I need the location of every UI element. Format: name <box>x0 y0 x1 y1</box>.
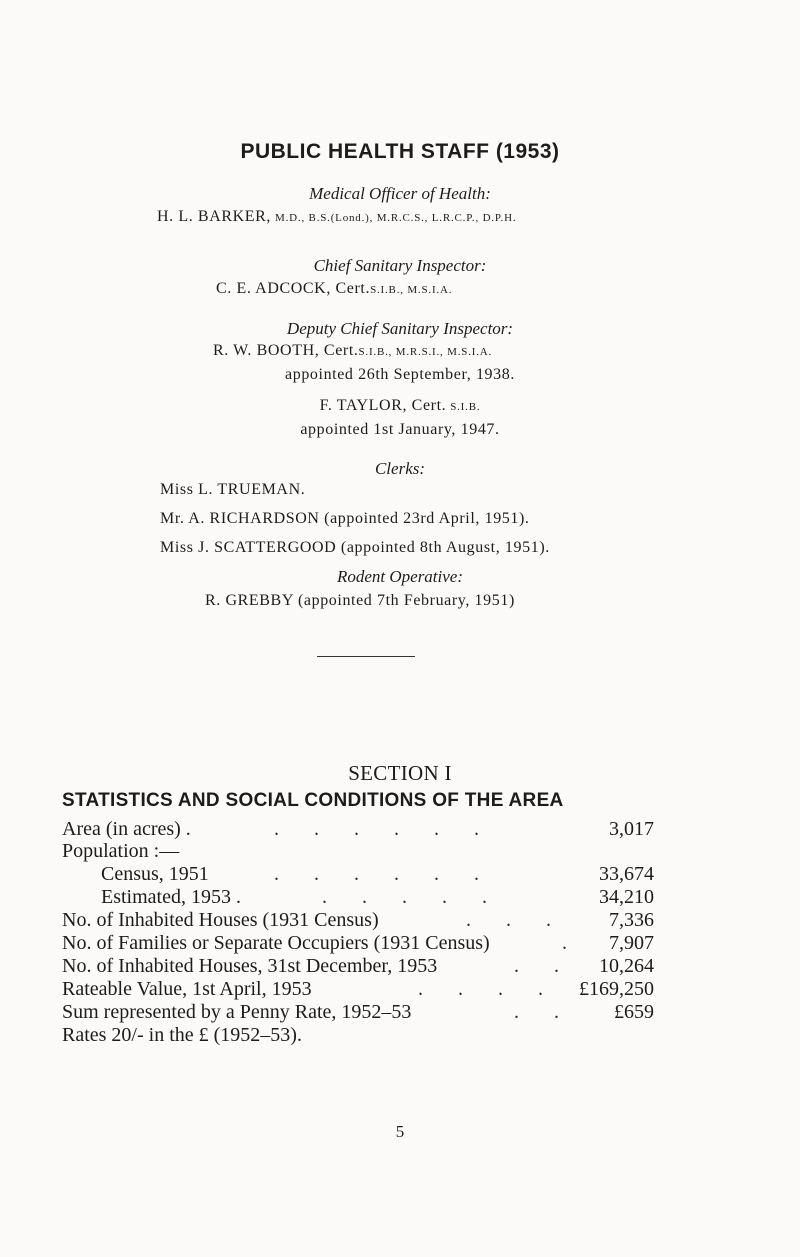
houses-1953-value: 10,264 <box>599 955 654 977</box>
moh-heading: Medical Officer of Health: <box>309 184 491 203</box>
houses-1931-dots: . . . <box>466 909 551 931</box>
census-dots: . . . . . . <box>274 863 479 885</box>
taylor-qualifications: S.I.B. <box>450 401 481 413</box>
families-label: No. of Families or Separate Occupiers (1931 Census) <box>62 932 490 954</box>
dcsi-appointed: appointed 26th September, 1938. <box>285 366 515 383</box>
rateable-value: £169,250 <box>579 978 654 1000</box>
stat-row-rates <box>62 1024 654 1047</box>
page-title: PUBLIC HEALTH STAFF (1953) <box>240 140 560 163</box>
stat-row-houses-1931 <box>62 909 654 932</box>
moh-qualifications: M.D., B.S.(Lond.), M.R.C.S., L.R.C.P., D.P.H. <box>275 212 517 224</box>
taylor-name: F. TAYLOR, Cert. <box>319 397 447 414</box>
stat-row-rateable <box>62 978 654 1001</box>
clerk-3: Miss J. SCATTERGOOD (appointed 8th August, 1951). <box>160 539 550 556</box>
stat-row-families <box>62 932 654 955</box>
estimated-label: Estimated, 1953 . <box>101 886 241 908</box>
penny-rate-value: £659 <box>614 1001 654 1023</box>
dcsi-line <box>213 342 492 360</box>
stat-row-estimated <box>62 886 654 909</box>
clerk-1: Miss L. TRUEMAN. <box>160 481 306 498</box>
estimated-dots: . . . . . <box>322 886 487 908</box>
clerk-2: Mr. A. RICHARDSON (appointed 23rd April, 1951). <box>160 510 530 527</box>
dcsi-heading: Deputy Chief Sanitary Inspector: <box>286 319 514 338</box>
csi-name: C. E. ADCOCK, Cert. <box>216 280 371 297</box>
estimated-value: 34,210 <box>599 886 654 908</box>
stat-row-houses-1953 <box>62 955 654 978</box>
census-label: Census, 1951 <box>101 863 209 885</box>
moh-name: H. L. BARKER, <box>157 208 272 225</box>
csi-heading: Chief Sanitary Inspector: <box>313 256 487 275</box>
moh-line <box>157 208 516 226</box>
population-label: Population :— <box>62 840 180 862</box>
page-number: 5 <box>395 1122 405 1141</box>
houses-1953-label: No. of Inhabited Houses, 31st December, 1953 <box>62 955 438 977</box>
stat-row-population <box>62 840 654 863</box>
csi-line <box>216 280 452 298</box>
families-value: 7,907 <box>609 932 654 954</box>
families-dots: . <box>562 932 567 954</box>
penny-rate-dots: . . <box>514 1001 559 1023</box>
clerks-heading: Clerks: <box>374 459 426 478</box>
stat-row-census <box>62 863 654 886</box>
csi-qualifications: S.I.B., M.S.I.A. <box>370 284 453 296</box>
stat-row-area <box>62 818 654 841</box>
taylor-appointed: appointed 1st January, 1947. <box>300 421 500 438</box>
area-value: 3,017 <box>609 818 654 840</box>
houses-1931-value: 7,336 <box>609 909 654 931</box>
area-dots: . . . . . . <box>274 818 479 840</box>
census-value: 33,674 <box>599 863 654 885</box>
houses-1931-label: No. of Inhabited Houses (1931 Census) <box>62 909 379 931</box>
dcsi-name: R. W. BOOTH, Cert. <box>213 342 359 359</box>
section-heading: STATISTICS AND SOCIAL CONDITIONS OF THE AREA <box>62 790 564 811</box>
rateable-label: Rateable Value, 1st April, 1953 <box>62 978 312 1000</box>
rodent-heading: Rodent Operative: <box>336 567 464 586</box>
divider-rule <box>317 656 415 657</box>
houses-1953-dots: . . <box>514 955 559 977</box>
penny-rate-label: Sum represented by a Penny Rate, 1952–53 <box>62 1001 412 1023</box>
rodent-name: R. GREBBY (appointed 7th February, 1951) <box>205 592 515 609</box>
rateable-dots: . . . . <box>418 978 543 1000</box>
rates-label: Rates 20/- in the £ (1952–53). <box>62 1024 302 1046</box>
taylor-line <box>0 397 800 415</box>
area-label: Area (in acres) . <box>62 818 191 840</box>
stat-row-penny-rate <box>62 1001 654 1024</box>
dcsi-qualifications: S.I.B., M.R.S.I., M.S.I.A. <box>358 346 493 358</box>
section-label: SECTION I <box>348 761 452 785</box>
